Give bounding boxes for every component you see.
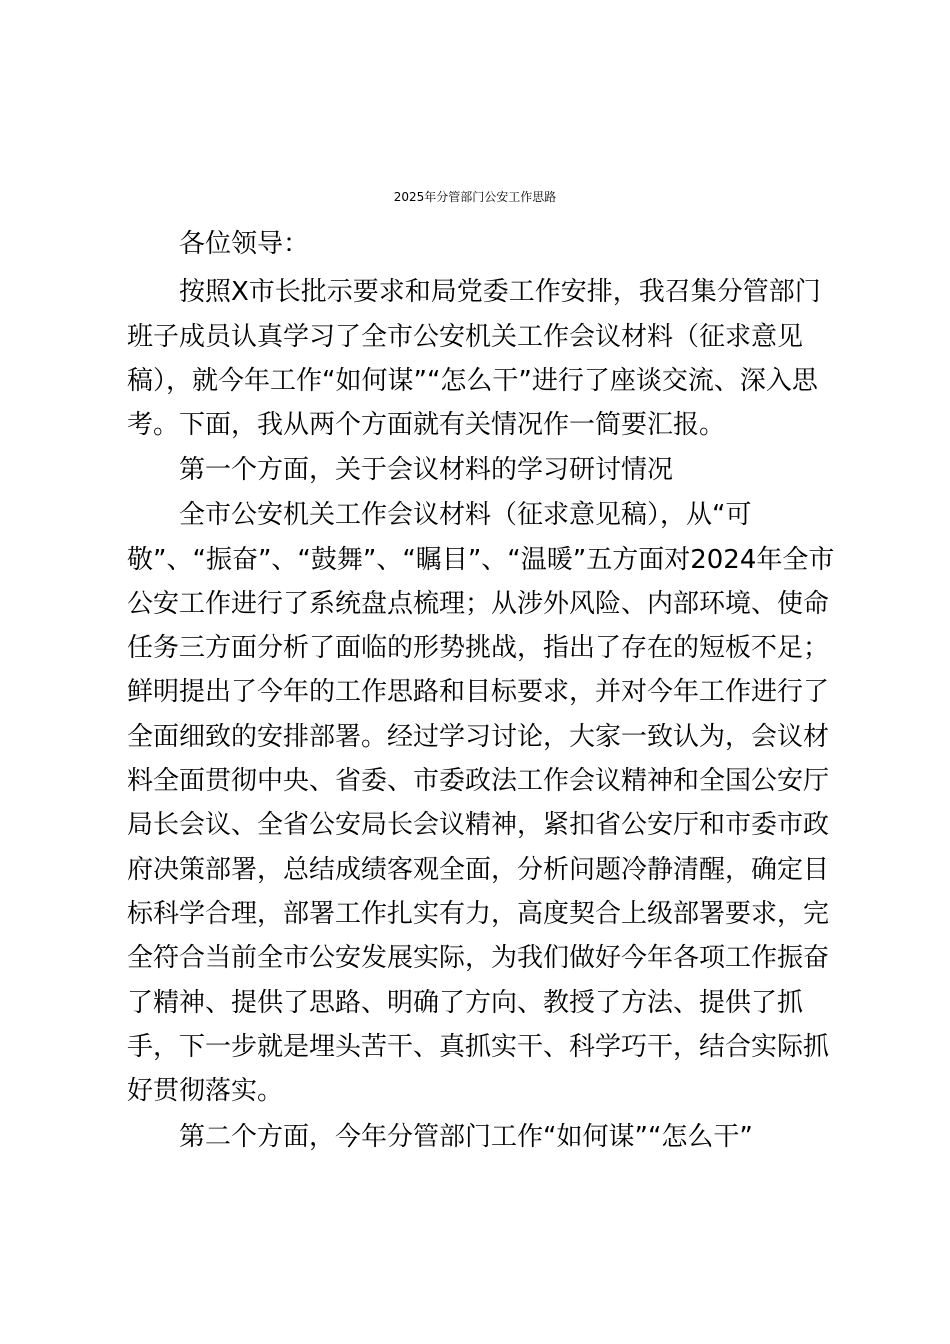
section-heading-2: 第二个方面，今年分管部门工作“如何谋”“怎么干” — [179, 1122, 753, 1152]
paragraph-line: 标科学合理，部署工作扎实有力，高度契合上级部署要求，完 — [127, 899, 830, 929]
document-title: 2025年分管部门公安工作思路 — [393, 190, 557, 204]
paragraph-line: 全市公安机关工作会议材料（征求意见稿），从“可 — [179, 500, 752, 530]
paragraph-line: 鲜明提出了今年的工作思路和目标要求，并对今年工作进行了 — [127, 677, 830, 707]
paragraph-line: 局长会议、全省公安局长会议精神，紧扣省公安厅和市委市政 — [127, 810, 830, 840]
paragraph-line: 按照X市长批示要求和局党委工作安排，我召集分管部门 — [179, 277, 821, 307]
paragraph-line: 料全面贯彻中央、省委、市委政法工作会议精神和全国公安厅 — [127, 766, 830, 796]
paragraph-line: 公安工作进行了系统盘点梳理；从涉外风险、内部环境、使命 — [127, 589, 830, 619]
paragraph-line: 手，下一步就是埋头苦干、真抓实干、科学巧干，结合实际抓 — [127, 1032, 830, 1062]
paragraph-line: 任务三方面分析了面临的形势挑战，指出了存在的短板不足； — [127, 633, 830, 663]
paragraph-line: 稿），就今年工作“如何谋”“怎么干”进行了座谈交流、深入思 — [127, 366, 818, 396]
paragraph-line: 府决策部署，总结成绩客观全面，分析问题冷静清醒，确定目 — [127, 855, 830, 885]
paragraph-line: 班子成员认真学习了全市公安机关工作会议材料（征求意见 — [127, 322, 804, 352]
paragraph-line: 敬”、“振奋”、“鼓舞”、“瞩目”、“温暖”五方面对2024年全市 — [127, 545, 835, 575]
paragraph-line: 全符合当前全市公安发展实际，为我们做好今年各项工作振奋 — [127, 943, 830, 973]
paragraph-line: 了精神、提供了思路、明确了方向、教授了方法、提供了抓 — [127, 988, 804, 1018]
paragraph-line: 好贯彻落实。 — [127, 1076, 284, 1106]
salutation: 各位领导： — [179, 229, 310, 259]
section-heading-1: 第一个方面，关于会议材料的学习研讨情况 — [179, 455, 674, 485]
paragraph-line: 考。下面，我从两个方面就有关情况作一简要汇报。 — [127, 410, 726, 440]
paragraph-line: 全面细致的安排部署。经过学习讨论，大家一致认为，会议材 — [127, 722, 830, 752]
